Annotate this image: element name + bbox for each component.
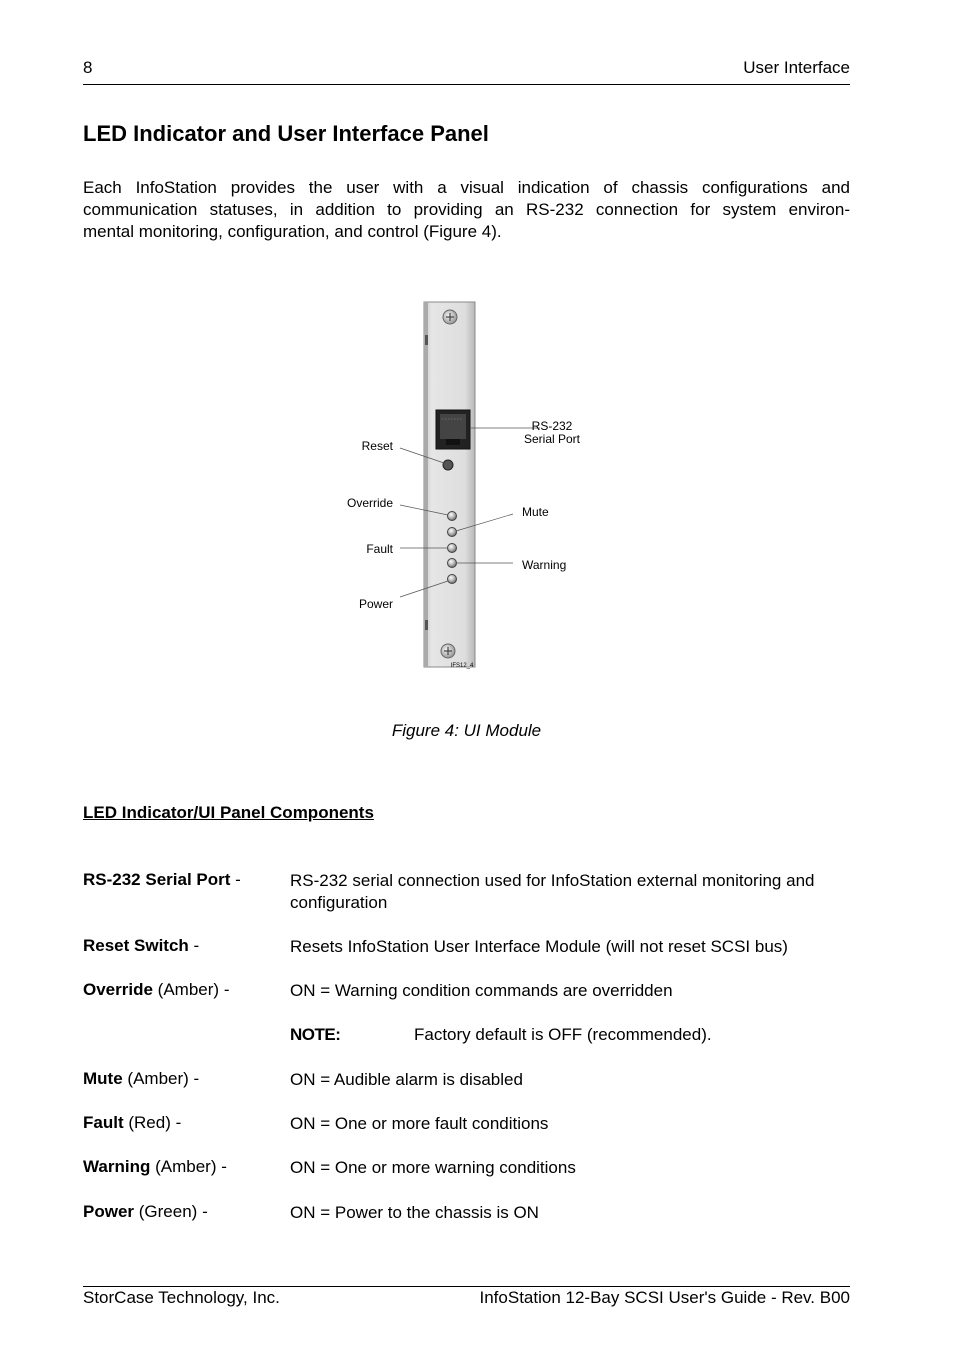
component-desc: ON = Warning condition commands are overridden <box>290 981 673 1000</box>
ui-module-figure <box>330 295 610 680</box>
component-desc: ON = One or more fault conditions <box>290 1114 549 1133</box>
term-qualifier: (Red) <box>128 1113 171 1132</box>
label-reset: Reset <box>361 439 393 453</box>
label-mute: Mute <box>522 505 549 519</box>
term-qualifier: (Amber) <box>155 1157 217 1176</box>
term-sep: - <box>193 1069 200 1088</box>
term-name: Warning <box>83 1157 151 1176</box>
component-term <box>83 1202 208 1222</box>
warning-led-icon <box>448 559 457 568</box>
intro-paragraph <box>83 177 850 243</box>
term-qualifier: (Amber) <box>157 980 220 999</box>
label-power: Power <box>358 597 393 611</box>
term-name: RS-232 Serial Port <box>83 870 231 889</box>
label-override: Override <box>346 496 393 510</box>
panel-body <box>424 302 475 667</box>
rs232-port-icon[interactable] <box>436 410 470 449</box>
footer-doc-title: InfoStation 12-Bay SCSI User's Guide - Rev. B00 <box>479 1288 850 1307</box>
note-text: Factory default is OFF (recommended). <box>414 1025 712 1044</box>
term-sep: - <box>221 1157 227 1176</box>
component-desc: ON = Power to the chassis is ON <box>290 1203 539 1222</box>
label-rs232-line2: Serial Port <box>523 432 581 446</box>
header-rule <box>83 84 850 85</box>
component-term <box>83 1113 181 1133</box>
intro-line: Each InfoStation provides the user with a visual indication of chassis configurations and <box>83 178 850 197</box>
components-heading: LED Indicator/UI Panel Components <box>83 803 374 822</box>
note-label: NOTE: <box>290 1025 341 1044</box>
label-warning: Warning <box>522 558 567 572</box>
term-sep: - <box>193 936 200 955</box>
term-name: Fault <box>83 1113 124 1132</box>
component-desc: RS-232 serial connection used for InfoStation external monitoring and configuration <box>290 871 815 912</box>
label-fault: Fault <box>366 542 393 556</box>
term-sep: - <box>175 1113 182 1132</box>
label-rs232-line1: RS-232 <box>531 419 573 433</box>
term-sep: - <box>202 1202 208 1221</box>
term-qualifier: (Green) <box>138 1202 198 1221</box>
term-name: Power <box>83 1202 135 1221</box>
term-name: Reset Switch <box>83 936 189 955</box>
term-name: Override <box>83 980 153 999</box>
figure-tag: IFS12_4 <box>450 663 474 669</box>
term-name: Mute <box>83 1069 123 1088</box>
component-desc: ON = Audible alarm is disabled <box>290 1070 523 1089</box>
power-led-icon <box>448 575 457 584</box>
top-screw-icon <box>443 310 457 324</box>
figure-caption: Figure 4: UI Module <box>391 721 542 740</box>
footer-company: StorCase Technology, Inc. <box>83 1288 280 1307</box>
fault-led-icon <box>448 544 457 553</box>
term-qualifier: (Amber) <box>127 1069 189 1088</box>
running-header: User Interface <box>743 58 850 77</box>
section-title: LED Indicator and User Interface Panel <box>83 121 489 146</box>
term-sep: - <box>235 870 241 889</box>
footer-rule <box>83 1286 850 1287</box>
component-term <box>83 870 241 890</box>
override-led-icon <box>448 512 457 521</box>
component-desc: ON = One or more warning conditions <box>290 1158 576 1177</box>
component-term <box>83 980 229 1000</box>
intro-line: communication statuses, in addition to providing an RS-232 connection for system environ- <box>83 200 850 219</box>
term-sep: - <box>223 980 230 999</box>
mute-led-icon <box>448 528 457 537</box>
bottom-screw-icon <box>441 644 455 658</box>
component-term <box>83 1069 199 1089</box>
component-term <box>83 1157 227 1177</box>
component-desc: Resets InfoStation User Interface Module (will not reset SCSI bus) <box>290 937 788 956</box>
reset-switch-icon[interactable] <box>443 460 453 470</box>
component-term <box>83 936 199 956</box>
page-number: 8 <box>83 58 93 77</box>
intro-line: mental monitoring, configuration, and control (Figure 4). <box>83 222 502 241</box>
